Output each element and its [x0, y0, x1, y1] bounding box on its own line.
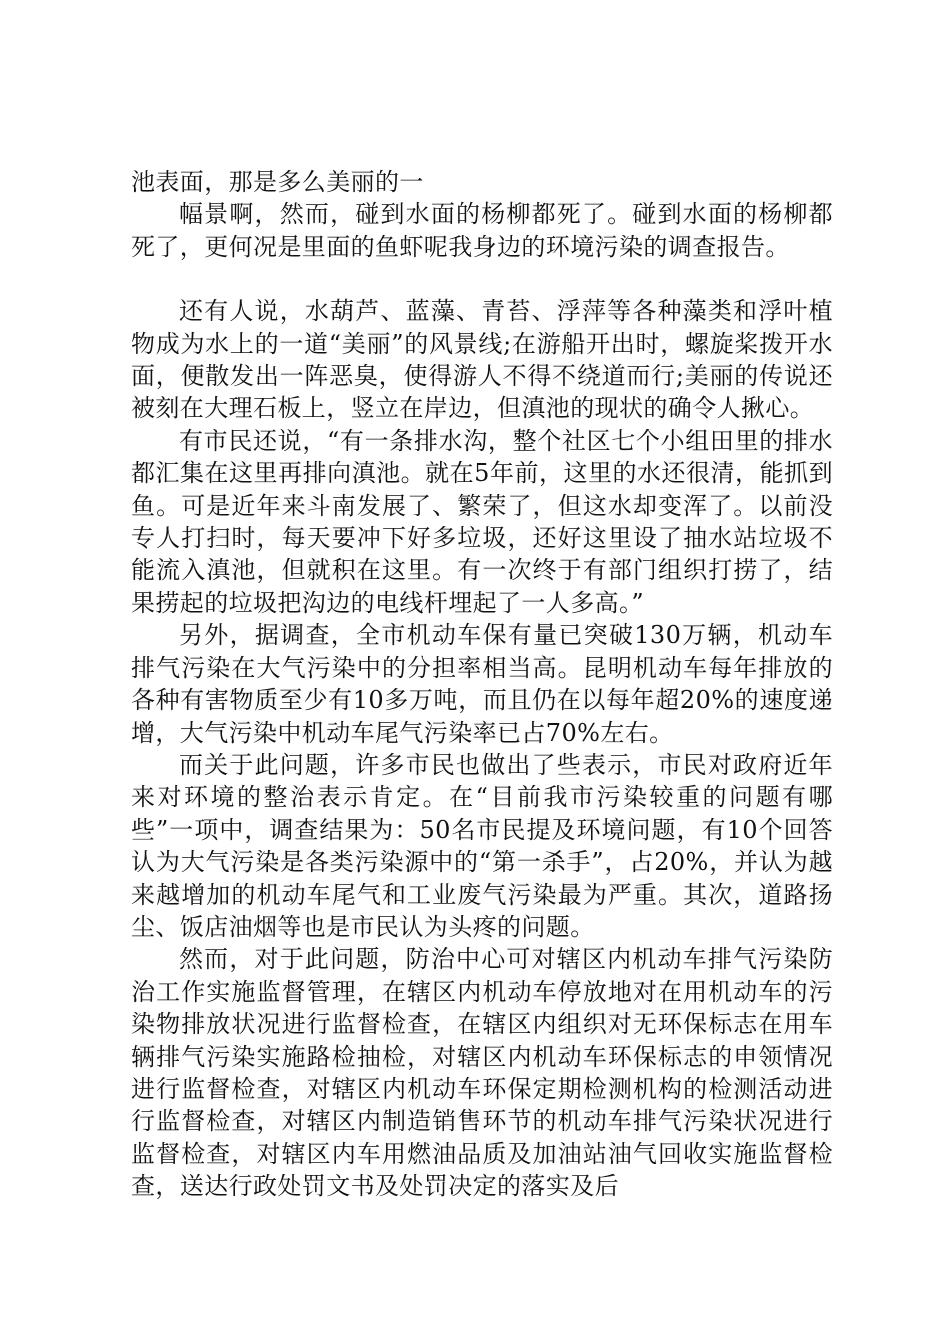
paragraph-6: 而关于此问题，许多市民也做出了些表示，市民对政府近年来对环境的整治表示肯定。在“目前我市污染较重的问题有哪些”一项中，调查结果为：50名市民提及环境问题，有10个回答认为大气污染是各类污染源中的“第一杀手”，占20%，并认为越来越增加的机动车尾气和工业废气污染最为严重。其次，道路扬尘、饭店油烟等也是市民认为头疼的问题。 [131, 750, 833, 941]
paragraph-4: 有市民还说，“有一条排水沟，整个社区七个小组田里的排水都汇集在这里再排向滇池。就在5年前，这里的水还很清，能抓到鱼。可是近年来斗南发展了、繁荣了，但这水却变浑了。以前没专人打扫时，每天要冲下好多垃圾，还好这里设了抽水站垃圾不能流入滇池，但就积在这里。有一次终于有部门组织打捞了，结果捞起的垃圾把沟边的电线杆埋起了一人多高。” [131, 426, 833, 617]
document-body [131, 166, 833, 1203]
paragraph-1: 池表面，那是多么美丽的一 [131, 168, 424, 196]
paragraph-3: 还有人说，水葫芦、蓝藻、青苔、浮萍等各种藻类和浮叶植物成为水上的一道“美丽”的风景线;在游船开出时，螺旋桨拨开水面，便散发出一阵恶臭，使得游人不得不绕道而行;美丽的传说还被刻在大理石板上，竖立在岸边，但滇池的现状的确令人揪心。 [131, 297, 833, 423]
paragraph-7: 然而，对于此问题，防治中心可对辖区内机动车排气污染防治工作实施监督管理，在辖区内机动车停放地对在用机动车的污染物排放状况进行监督检查，在辖区内组织对无环保标志在用车辆排气污染实施路检抽检，对辖区内机动车环保标志的申领情况进行监督检查，对辖区内机动车环保定期检测机构的检测活动进行监督检查，对辖区内制造销售环节的机动车排气污染状况进行监督检查，对辖区内车用燃油品质及加油站油气回收实施监督检查，送达行政处罚文书及处罚决定的落实及后 [131, 945, 833, 1201]
paragraph-2: 幅景啊，然而，碰到水面的杨柳都死了。碰到水面的杨柳都死了，更何况是里面的鱼虾呢我身边的环境污染的调查报告。 [131, 200, 833, 261]
paragraph-5: 另外，据调查，全市机动车保有量已突破130万辆，机动车排气污染在大气污染中的分担率相当高。昆明机动车每年排放的各种有害物质至少有10多万吨，而且仍在以每年超20%的速度递增，大气污染中机动车尾气污染率已占70%左右。 [131, 621, 833, 747]
